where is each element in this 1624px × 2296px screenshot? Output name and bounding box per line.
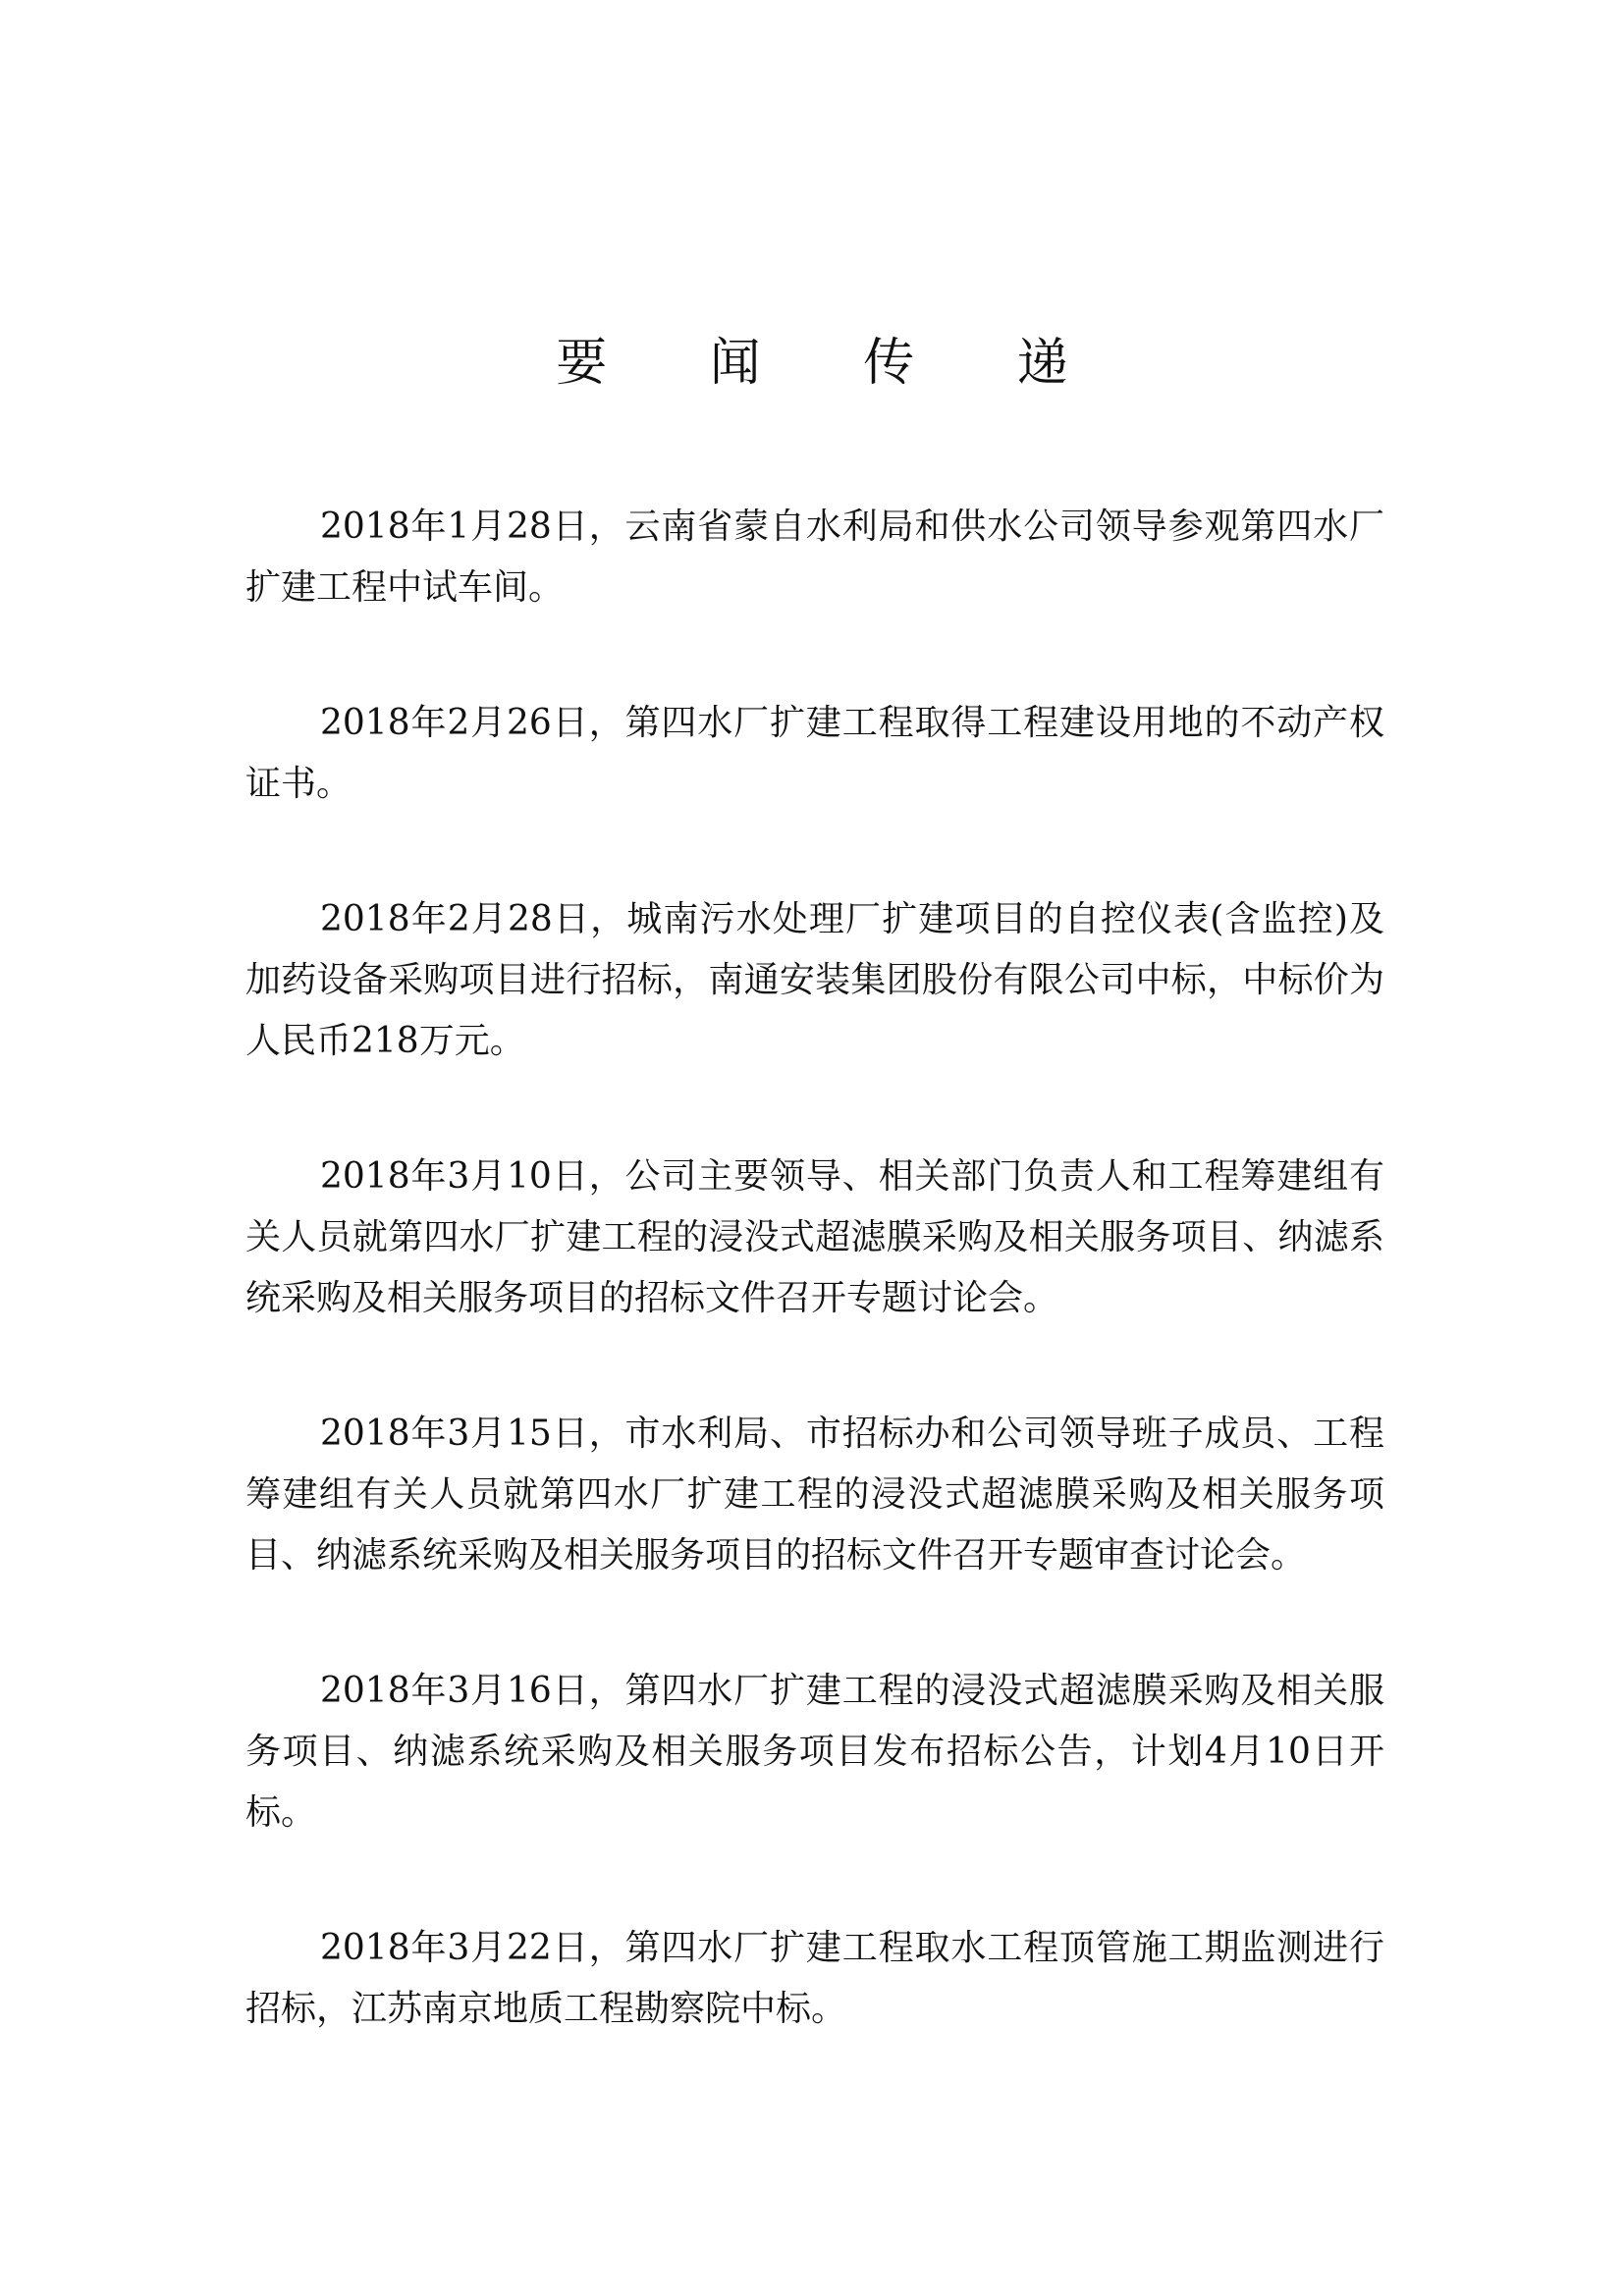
news-paragraph-1: 2018年1月28日，云南省蒙自水利局和供水公司领导参观第四水厂扩建工程中试车间。 [245,507,1384,608]
news-paragraph-7: 2018年3月22日，第四水厂扩建工程取水工程顶管施工期监测进行招标，江苏南京地质工程勘察院中标。 [245,1928,1384,2029]
news-paragraph-2: 2018年2月26日，第四水厂扩建工程取得工程建设用地的不动产权证书。 [245,703,1384,804]
news-paragraph-4: 2018年3月10日，公司主要领导、相关部门负责人和工程筹建组有关人员就第四水厂扩建工程的浸没式超滤膜采购及相关服务项目、纳滤系统采购及相关服务项目的招标文件召开专题讨论会。 [245,1156,1384,1318]
news-paragraph-5: 2018年3月15日，市水利局、市招标办和公司领导班子成员、工程筹建组有关人员就第四水厂扩建工程的浸没式超滤膜采购及相关服务项目、纳滤系统采购及相关服务项目的招标文件召开专题审查讨论会。 [245,1414,1384,1575]
news-paragraph-6: 2018年3月16日，第四水厂扩建工程的浸没式超滤膜采购及相关服务项目、纳滤系统采购及相关服务项目发布招标公告，计划4月10日开标。 [245,1671,1384,1833]
news-paragraph-3: 2018年2月28日，城南污水处理厂扩建项目的自控仪表(含监控)及加药设备采购项目进行招标，南通安装集团股份有限公司中标，中标价为人民币218万元。 [245,899,1384,1061]
page-title: 要 闻 传 递 [556,334,1111,393]
document-body [245,497,1384,2114]
